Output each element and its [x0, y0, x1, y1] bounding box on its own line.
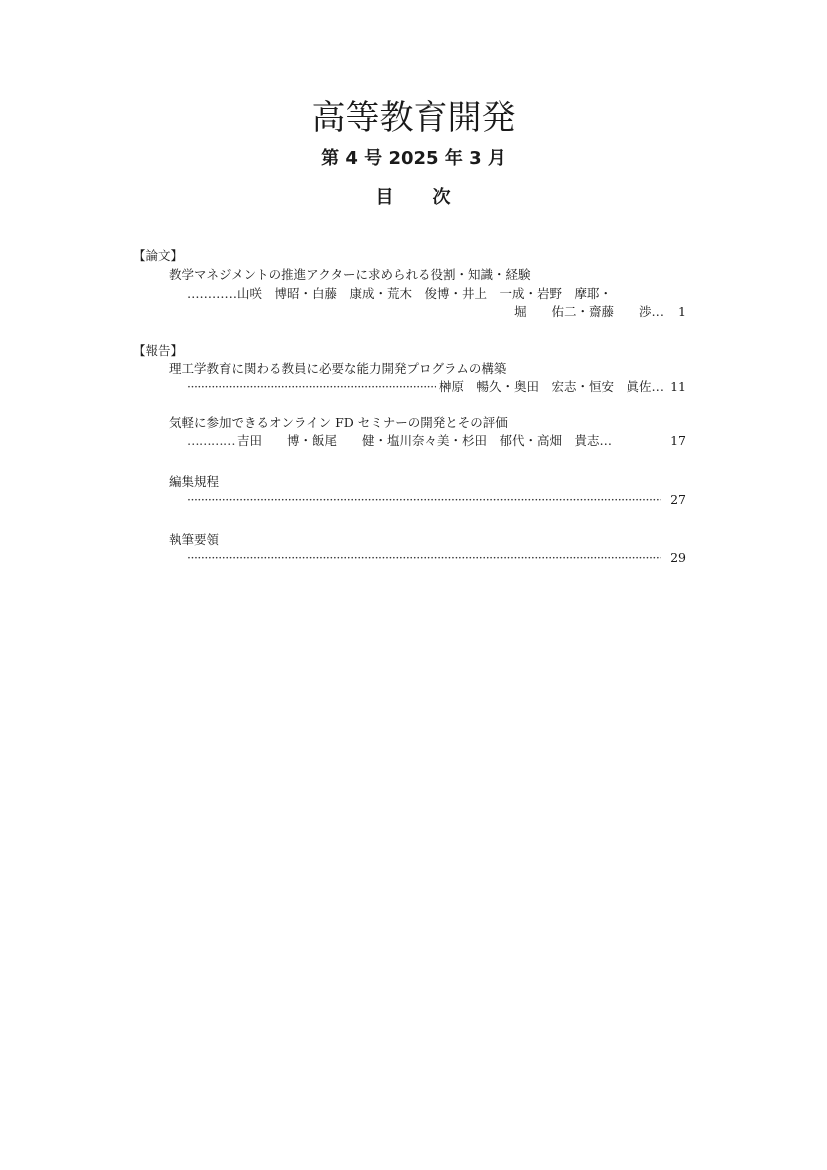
entry-authors-line1 [187, 285, 686, 303]
dot-leader: ………… [187, 433, 235, 448]
toc-heading-right: 次 [432, 187, 452, 208]
entry-title: 執筆要領 [169, 532, 220, 547]
section-label-ronbun: 【論文】 [133, 248, 184, 263]
entry-leader-line [187, 549, 686, 567]
dot-leader [187, 549, 661, 567]
entry-title: 編集規程 [169, 474, 220, 489]
entry-leader-line [187, 432, 686, 450]
toc-heading-left: 目 [375, 187, 395, 208]
entry-page-number: 1 [678, 304, 686, 319]
entry-leader-line [187, 491, 686, 509]
entry-leader: ………… [187, 286, 237, 301]
entry-page-number: 17 [670, 433, 686, 448]
entry-authors-line2 [187, 303, 686, 321]
entry-page-number: 27 [670, 492, 686, 507]
entry-authors: 山咲 博昭・白藤 康成・荒木 俊博・井上 一成・岩野 摩耶・ [237, 286, 613, 301]
entry-authors: 吉田 博・飯尾 健・塩川奈々美・杉田 郁代・高畑 貴志… [237, 433, 613, 448]
entry-page-number: 29 [670, 550, 686, 565]
entry-authors: 榊原 暢久・奥田 宏志・恒安 眞佐… [438, 379, 664, 394]
entry-leader-line [187, 378, 686, 396]
entry-title: 教学マネジメントの推進アクターに求められる役割・知識・経験 [169, 267, 531, 282]
entry-title: 気軽に参加できるオンライン FD セミナーの開発とその評価 [169, 415, 508, 430]
toc-heading [0, 185, 827, 211]
entry-authors: 堀 佑二・齋藤 渉… [513, 304, 664, 319]
issue-info: 第 4 号 2025 年 3 月 [321, 148, 506, 169]
entry-page-number: 11 [670, 379, 686, 394]
journal-title: 高等教育開発 [311, 98, 516, 138]
dot-leader [187, 378, 436, 396]
entry-title: 理工学教育に関わる教員に必要な能力開発プログラムの構築 [169, 361, 507, 376]
dot-leader [187, 491, 661, 509]
section-label-houkoku: 【報告】 [133, 343, 184, 358]
